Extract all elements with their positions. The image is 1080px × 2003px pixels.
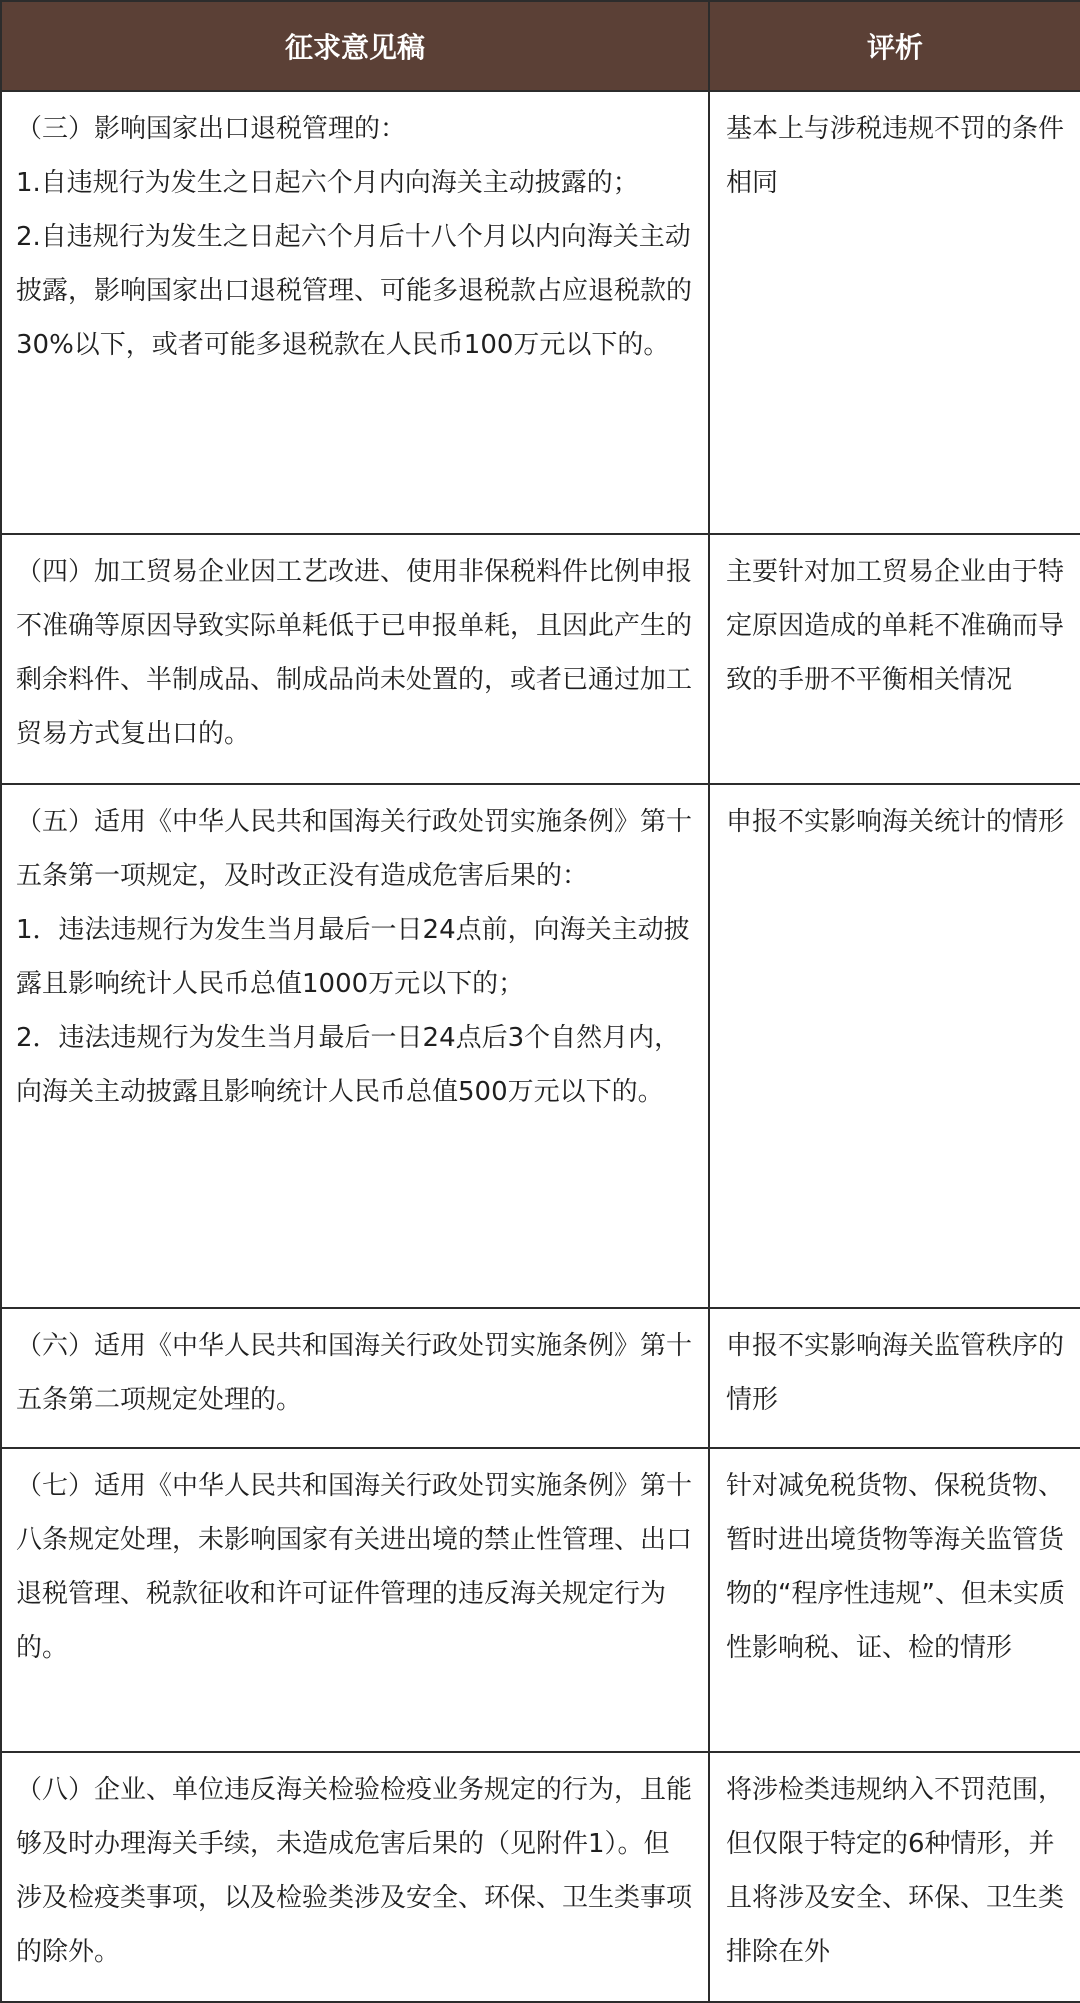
draft-cell [1,534,709,784]
analysis-cell: 针对减免税货物、保税货物、暂时进出境货物等海关监管货物的“程序性违规”、但未实质性影响税、证、检的情形 [709,1448,1080,1752]
header-draft: 征求意见稿 [1,1,709,91]
header-analysis: 评析 [709,1,1080,91]
draft-line: 1．违法违规行为发生当月最后一日24点前，向海关主动披露且影响统计人民币总值1000万元以下的； [16,915,690,999]
analysis-cell: 申报不实影响海关监管秩序的情形 [709,1308,1080,1448]
draft-line: （三）影响国家出口退税管理的： [16,114,407,144]
analysis-cell: 基本上与涉税违规不罚的条件相同 [709,91,1080,534]
table-row [1,534,1080,784]
draft-cell [1,1752,709,2002]
analysis-cell: 申报不实影响海关统计的情形 [709,784,1080,1308]
draft-line: （六）适用《中华人民共和国海关行政处罚实施条例》第十五条第二项规定处理的。 [16,1331,693,1415]
draft-line: 2．违法违规行为发生当月最后一日24点后3个自然月内，向海关主动披露且影响统计人民币总值500万元以下的。 [16,1023,681,1107]
draft-line: （七）适用《中华人民共和国海关行政处罚实施条例》第十八条规定处理，未影响国家有关进出境的禁止性管理、出口退税管理、税款征收和许可证件管理的违反海关规定行为的。 [16,1471,693,1663]
analysis-cell: 主要针对加工贸易企业由于特定原因造成的单耗不准确而导致的手册不平衡相关情况 [709,534,1080,784]
table-row [1,784,1080,1308]
draft-line: 1.自违规行为发生之日起六个月内向海关主动披露的； [16,168,639,198]
draft-cell [1,1308,709,1448]
draft-line: （五）适用《中华人民共和国海关行政处罚实施条例》第十五条第一项规定，及时改正没有造成危害后果的： [16,807,693,891]
draft-cell [1,784,709,1308]
draft-cell [1,91,709,534]
table-row [1,91,1080,534]
table-row [1,1308,1080,1448]
table-row [1,1448,1080,1752]
table-row [1,1752,1080,2002]
table-header-row [1,1,1080,91]
analysis-cell: 将涉检类违规纳入不罚范围，但仅限于特定的6种情形，并且将涉及安全、环保、卫生类排除在外 [709,1752,1080,2002]
draft-cell [1,1448,709,1752]
draft-line: 2.自违规行为发生之日起六个月后十八个月以内向海关主动披露，影响国家出口退税管理、可能多退税款占应退税款的30%以下，或者可能多退税款在人民币100万元以下的。 [16,222,693,360]
draft-line: （四）加工贸易企业因工艺改进、使用非保税料件比例申报不准确等原因导致实际单耗低于已申报单耗，且因此产生的剩余料件、半制成品、制成品尚未处置的，或者已通过加工贸易方式复出口的。 [16,557,693,749]
draft-line: （八）企业、单位违反海关检验检疫业务规定的行为，且能够及时办理海关手续，未造成危害后果的（见附件1）。但涉及检疫类事项，以及检验类涉及安全、环保、卫生类事项的除外。 [16,1775,693,1967]
